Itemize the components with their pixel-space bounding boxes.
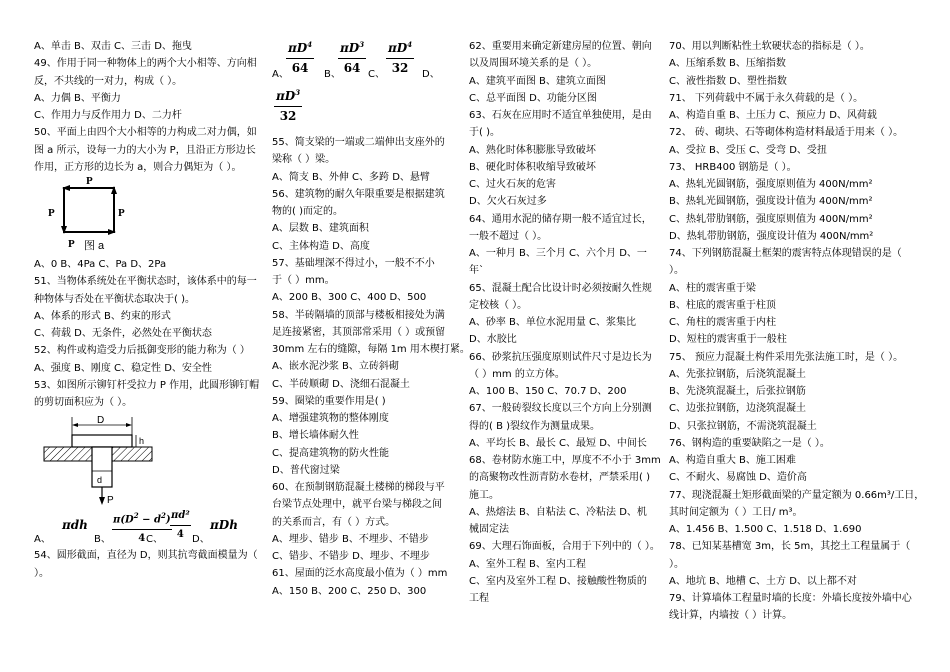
option-d-label: D、 xyxy=(422,69,440,80)
text-line: A、构造自重 B、土压力 C、预应力 D、风荷载 xyxy=(669,110,877,121)
text-line: 一般不超过（ ）。 xyxy=(469,230,548,242)
text-line: 作用，正方形的边长为 a，则合力偶矩为（ ）。 xyxy=(34,161,242,173)
option-c-formula: $\frac{\pi D^4}{32}$ xyxy=(386,36,414,78)
text-line: 59、圈梁的重要作用是( ) xyxy=(272,395,386,407)
text-line: A、平均长 B、最长 C、最短 D、中间长 xyxy=(469,437,647,449)
text-line: 50、平面上由四个大小相等的力构成二对力偶，如 xyxy=(34,127,257,139)
option-d-formula: $\frac{\pi D^3}{32}$ xyxy=(274,84,302,126)
text-line: 得的( B )裂纹作为测量成果。 xyxy=(469,420,601,432)
text-line: 54、圆形截面，直径为 D，则其抗弯截面模量为（ xyxy=(34,550,258,562)
text-line: 其时间定额为（ ）工日/ m³。 xyxy=(669,506,803,518)
text-line: 58、半砖隔墙的顶部与楼板相接处为满 xyxy=(272,309,445,321)
text-line: C、提高建筑物的防火性能 xyxy=(272,447,389,459)
column-1 xyxy=(34,38,266,582)
text-line: 78、已知某基槽宽 3m，长 5m，其挖土工程量属于（ xyxy=(669,541,911,553)
text-line: C、室内及室外工程 D、接触酸性物质的 xyxy=(469,575,647,587)
text-line: （ ）mm 的立方体。 xyxy=(469,368,565,380)
text-line: D、热轧带肋钢筋，强度设计值为 400N/mm² xyxy=(669,230,874,242)
text-line: 52、构件或构造受力后抵御变形的能力称为（ ） xyxy=(34,345,250,357)
text-line: 61、屋面的泛水高度最小值为（ ）mm xyxy=(272,568,448,580)
text-line: 年` xyxy=(469,265,484,277)
text-line: A、单击 B、双击 C、三击 D、拖曳 xyxy=(34,41,192,52)
force-label-right: P xyxy=(118,207,125,219)
text-line: 64、通用水泥的储存期一般不适宜过长， xyxy=(469,213,652,225)
text-line: 62、重要用来确定新建房屋的位置、朝向 xyxy=(469,41,652,52)
text-line: D、欠火石灰过多 xyxy=(469,196,547,208)
text-line: 66、砂浆抗压强度原则试件尺寸是边长为 xyxy=(469,351,652,363)
text-line: A、简支 B、外伸 C、多跨 D、悬臂 xyxy=(272,171,430,183)
text-line: 于( )。 xyxy=(469,127,500,139)
text-line: 56、建筑物的耐久年限重要是根据建筑 xyxy=(272,188,445,200)
text-line: 30mm 左右的缝隙，每隔 1m 用木楔打紧。 xyxy=(272,344,470,355)
option-c-numerator: d² xyxy=(178,510,190,522)
text-line: 67、一般砖裂纹长度以三个方向上分别测 xyxy=(469,403,652,415)
text-line: A、构造自重大 B、施工困难 xyxy=(669,455,796,466)
text-line: C、作用力与反作用力 D、二力杆 xyxy=(34,110,182,121)
text-line: 79、计算墙体工程量时墙的长度：外墙长度按外墙中心 xyxy=(669,593,912,604)
text-line: A、熟化时体积膨胀导致破坏 xyxy=(469,144,596,156)
text-line: 72、 砖、砌块、石等砌体构造材料最适于用来（ ）。 xyxy=(669,127,904,139)
rivet-diagram xyxy=(34,413,154,507)
option-d-label: D、 xyxy=(192,534,210,546)
text-line: A、埋步、错步 B、不埋步、不错步 xyxy=(272,533,429,545)
text-line: D、只张拉钢筋，不需浇筑混凝土 xyxy=(669,420,817,432)
text-line: A、砂率 B、单位水泥用量 C、浆集比 xyxy=(469,317,637,328)
text-line: A、热熔法 B、自粘法 C、冷粘法 D、机 xyxy=(469,506,647,518)
text-line: D、水胶比 xyxy=(469,334,517,346)
text-line: 51、当物体系统处在平衡状态时，该体系中的每一 xyxy=(34,276,257,288)
text-line: 种物体与否处在平衡状态取决于( )。 xyxy=(34,293,195,305)
text-line: ）。 xyxy=(669,265,684,277)
text-line: 反，不共线的一对力，构成（ ）。 xyxy=(34,75,183,87)
text-line: 足连接紧密，其顶部常采用（ ）或预留 xyxy=(272,326,446,338)
text-line: 69、大理石饰面板，合用于下列中的（ ）。 xyxy=(469,541,660,553)
option-a-label: A、 xyxy=(272,69,289,80)
text-line: 49、作用于同一种物体上的两个大小相等、方向相 xyxy=(34,58,257,70)
text-line: ）。 xyxy=(34,567,49,579)
text-line: C、热轧带肋钢筋，强度原则值为 400N/mm² xyxy=(669,213,873,225)
figure-rivet xyxy=(34,411,266,507)
text-line: C、主体构造 D、高度 xyxy=(272,240,370,252)
text-line: 线计算，内墙按（ ）计算。 xyxy=(669,610,793,622)
text-line: C、角柱的震害重于内柱 xyxy=(669,317,776,328)
text-line: A、150 B、200 C、250 D、300 xyxy=(272,585,427,597)
text-line: C、不耐火、易腐蚀 D、造价高 xyxy=(669,472,807,484)
text-line: 60、在预制钢筋混凝土楼梯的梯段与平 xyxy=(272,482,445,493)
text-line: C、边张拉钢筋，边浇筑混凝土 xyxy=(669,403,806,415)
option-d-formula: πDh xyxy=(210,518,238,533)
force-label-top: P xyxy=(86,176,93,187)
text-line: 以及周围环境关系的是（ ）。 xyxy=(469,58,598,70)
force-couple-diagram xyxy=(38,176,128,256)
text-line: 施工。 xyxy=(469,489,499,501)
text-line: A、室外工程 B、室内工程 xyxy=(469,558,586,570)
text-line: 53、如图所示铆钉杆受拉力 P 作用，此圆形铆钉帽 xyxy=(34,379,260,391)
text-line: A、体系的形式 B、约束的形式 xyxy=(34,310,171,322)
text-line: B、硬化时体积收缩导致破坏 xyxy=(469,161,596,173)
text-line: 76、钢构造的重要缺陷之一是（ ）。 xyxy=(669,437,830,449)
text-line: A、0 B、4Pa C、Pa D、2Pa xyxy=(34,259,167,270)
text-line: A、先张拉钢筋，后浇筑混凝土 xyxy=(669,368,806,380)
figure-caption: 图 a xyxy=(84,240,105,252)
text-line: A、200 B、300 C、400 D、500 xyxy=(272,292,427,304)
text-line: A、地坑 B、地槽 C、土方 D、以上都不对 xyxy=(669,575,857,587)
option-a-label: A、 xyxy=(34,534,51,546)
text-line: 74、下列钢筋混凝土框架的震害特点体现错误的是（ xyxy=(669,248,902,259)
text-line: A、一种月 B、三个月 C、六个月 D、一 xyxy=(469,248,647,259)
dim-label-h: h xyxy=(139,436,145,447)
text-line: D、短柱的震害重于一般柱 xyxy=(669,334,787,346)
text-line: 68、卷材防水施工中，厚度不不小于 3mm xyxy=(469,455,661,466)
text-line: 台梁节点处理中，就平台梁与梯段之间 xyxy=(272,499,442,511)
figure-a xyxy=(34,176,266,256)
text-line: C、错步、不错步 D、埋步、不埋步 xyxy=(272,551,430,562)
text-line: 77、现浇混凝土矩形截面梁的产量定额为 0.66m³/工日， xyxy=(669,489,925,501)
column-3 xyxy=(469,38,665,607)
text-line: C、荷载 D、无条件，必然处在平衡状态 xyxy=(34,328,212,339)
text-line: 57、基础埋深不得过小，一般不不小 xyxy=(272,257,435,269)
text-line: 73、 HRB400 钢筋是（ ）。 xyxy=(669,161,797,173)
text-line: 图 a 所示，设每一力的大小为 P，且沿正方形边长 xyxy=(34,144,256,156)
text-line: 于（ ）mm。 xyxy=(272,275,335,286)
text-line: C、液性指数 D、塑性指数 xyxy=(669,75,787,87)
text-line: 75、 预应力混凝土构件采用先张法施工时，是（ ）。 xyxy=(669,351,904,363)
text-line: B、先浇筑混凝土，后张拉钢筋 xyxy=(669,386,806,397)
column-2 xyxy=(272,36,468,600)
option-a-formula: πdh xyxy=(62,518,88,533)
text-line: A、1.456 B、1.500 C、1.518 D、1.690 xyxy=(669,524,862,535)
text-line: 定校核（ ）。 xyxy=(469,299,528,311)
q54-options-row2 xyxy=(272,76,468,124)
dim-label-D: D xyxy=(97,415,105,427)
option-b-formula: $\frac{\pi(D^2 - d^2)}{4}$ xyxy=(112,507,172,547)
text-line: B、热轧光圆钢筋，强度设计值为 400N/mm² xyxy=(669,196,873,208)
option-c-formula: $\frac{\text{πd²}}{4}$ xyxy=(170,507,191,543)
text-line: 物的( )而定的。 xyxy=(272,206,343,217)
text-line: 70、用以判断粘性土软硬状态的指标是（ ）。 xyxy=(669,41,870,52)
text-line: 的剪切面积应为（ ）。 xyxy=(34,397,133,408)
text-line: A、增强建筑物的整体刚度 xyxy=(272,413,389,424)
force-label-P: P xyxy=(107,495,114,507)
text-line: 械固定法 xyxy=(469,524,509,535)
text-line: 71、 下列荷载中不属于永久荷载的是（ ）。 xyxy=(669,92,864,104)
text-line: C、过火石灰的危害 xyxy=(469,179,556,190)
text-line: A、层数 B、建筑面积 xyxy=(272,223,369,235)
text-line: A、强度 B、刚度 C、稳定性 D、安全性 xyxy=(34,362,212,374)
option-c-label: C、 xyxy=(368,69,385,80)
text-line: A、力偶 B、平衡力 xyxy=(34,92,121,104)
column-4 xyxy=(669,38,925,625)
option-b-label: B、 xyxy=(324,69,341,80)
text-line: 63、石灰在应用时不适宜单独使用，是由 xyxy=(469,110,652,121)
option-b-formula: $\frac{\pi D^3}{64}$ xyxy=(338,36,366,78)
text-line: 55、简支梁的一端或二端伸出支座外的 xyxy=(272,137,445,148)
text-line: A、柱的震害重于梁 xyxy=(669,282,756,294)
force-label-left: P xyxy=(48,207,55,219)
text-line: 65、混凝土配合比设计时必须按耐久性规 xyxy=(469,282,652,294)
text-line: C、半砖顺砌 D、浇细石混凝土 xyxy=(272,378,410,390)
text-line: 梁称（ ）梁。 xyxy=(272,154,336,166)
text-line: ）。 xyxy=(669,558,684,570)
text-line: D、普代窗过梁 xyxy=(272,464,340,476)
text-line: C、总平面图 D、功能分区图 xyxy=(469,92,597,104)
text-line: 工程 xyxy=(469,593,489,604)
text-line: A、热轧光圆钢筋，强度原则值为 400N/mm² xyxy=(669,179,873,190)
force-label-bottom: P xyxy=(68,238,75,250)
text-line: B、柱底的震害重于柱顶 xyxy=(669,299,776,311)
dim-label-d: d xyxy=(97,475,103,486)
option-a-formula: $\frac{\pi D^4}{64}$ xyxy=(286,36,314,78)
option-c-label: C、 xyxy=(146,534,163,546)
text-line: B、增长墙体耐久性 xyxy=(272,430,359,442)
option-b-label: B、 xyxy=(94,534,111,546)
text-line: A、100 B、150 C、70.7 D、200 xyxy=(469,386,627,397)
text-line: A、压缩系数 B、压缩指数 xyxy=(669,58,786,70)
text-line: 的高聚物改性沥青防水卷材，严禁采用( ) xyxy=(469,472,650,484)
text-line: A、受拉 B、受压 C、受弯 D、受扭 xyxy=(669,144,827,156)
q54-options-row1 xyxy=(272,36,468,80)
text-line: A、建筑平面图 B、建筑立面图 xyxy=(469,75,606,87)
q53-options xyxy=(34,507,266,547)
text-line: 的关系而言，有（ ）方式。 xyxy=(272,516,396,528)
text-line: A、嵌水泥沙浆 B、立砖斜砌 xyxy=(272,361,399,373)
